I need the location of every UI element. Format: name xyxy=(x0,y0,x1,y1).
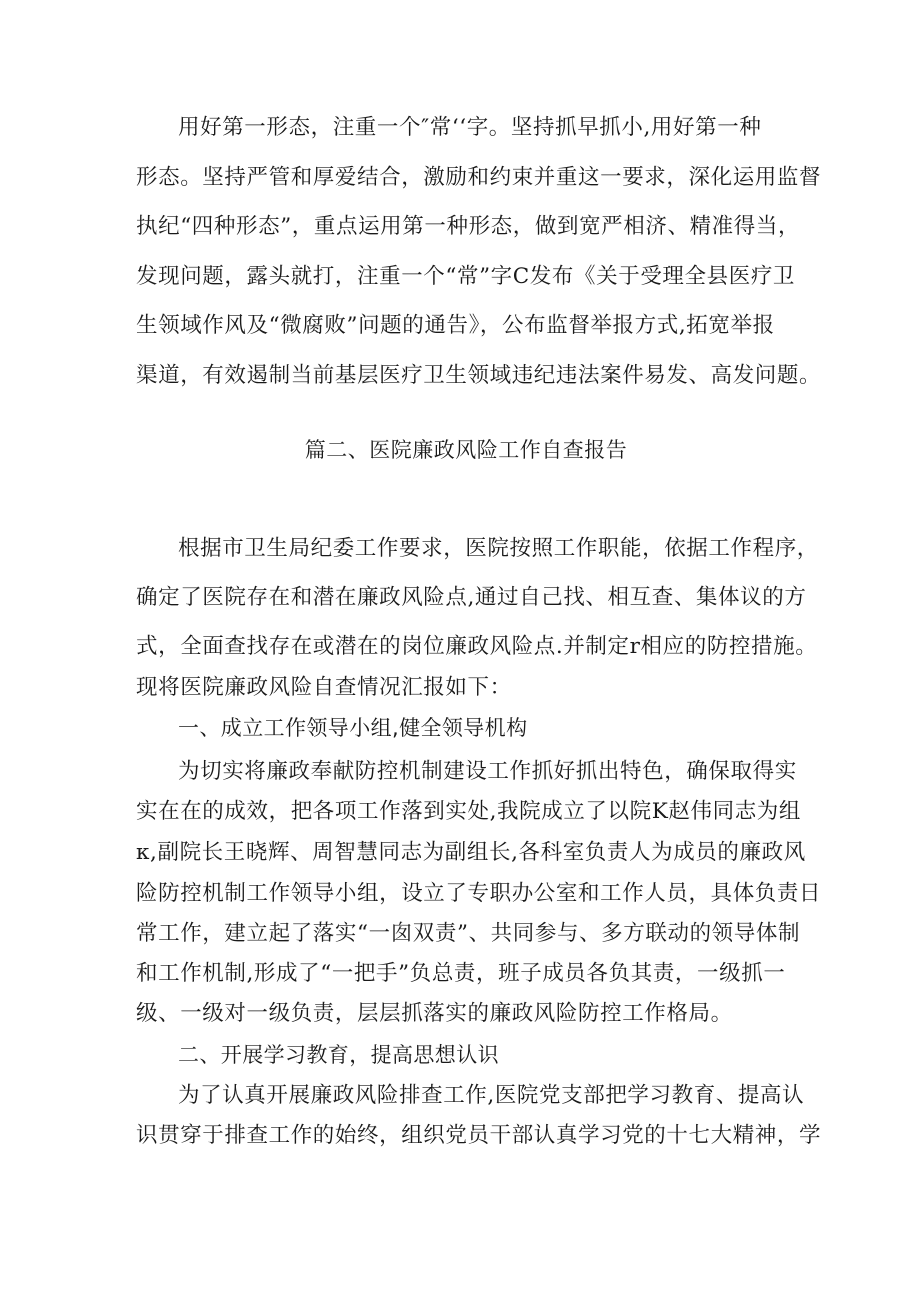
body-text-line: 为了认真开展廉政风险排查工作,医院党支部把学习教育、提高认 xyxy=(178,1083,805,1108)
body-text-line: 确定了医院存在和潜在廉政风险点,通过自己找、相互查、集体议的方 xyxy=(136,585,807,610)
body-text-line: 形态。坚持严管和厚爱结合，激励和约束并重这一要求，深化运用监督 xyxy=(136,165,822,190)
article-title: 篇二、医院廉政风险工作自查报告 xyxy=(304,438,628,462)
body-text-line: 险防控机制工作领导小组，设立了专职办公室和工作人员，具体负责日 xyxy=(136,881,822,906)
section-heading: 二、开展学习教育，提高思想认识 xyxy=(178,1043,499,1067)
body-text-line: 式，全面查找存在或潜在的岗位廉政风险点.并制定r相应的防控措施。 xyxy=(136,634,818,659)
body-text-line: 和工作机制,形成了“一把手”负总责，班子成员各负其责，一级抓一 xyxy=(136,961,786,986)
body-text-line: 实在在的成效，把各项工作落到实处,我院成立了以院K赵伟同志为组 xyxy=(136,799,801,824)
body-text-line: 执纪“四种形态”，重点运用第一种形态，做到宽严相济、精准得当， xyxy=(136,214,801,239)
body-text-line: 渠道，有效遏制当前基层医疗卫生领域违纪违法案件易发、高发问题。 xyxy=(136,363,822,388)
body-text-line: 发现问题，露头就打，注重一个“常”字C发布《关于受理全县医疗卫 xyxy=(136,264,796,289)
body-text-line: 为切实将廉政奉献防控机制建设工作抓好抓出特色，确保取得实 xyxy=(178,759,797,784)
section-heading: 一、成立工作领导小组,健全领导机构 xyxy=(178,716,528,740)
body-text-line: 常工作，建立起了落实“一囱双责”、共同参与、多方联动的领导体制 xyxy=(136,921,801,946)
body-text-line: κ,副院长王晓辉、周智慧同志为副组长,各科室负责人为成员的廉政风 xyxy=(136,840,806,865)
body-text-line: 生领域作风及“微腐败”问题的通告》，公布监督举报方式,拓宽举报 xyxy=(136,313,775,338)
body-text-line: 识贯穿于排查工作的始终，组织党员干部认真学习党的十七大精神，学 xyxy=(136,1123,822,1148)
body-text-line: 根据市卫生局纪委工作要求，医院按照工作职能，依据工作程序， xyxy=(178,536,819,561)
body-text-line: 现将医院廉政风险自查情况汇报如下： xyxy=(136,675,512,700)
body-text-line: 用好第一形态，注重一个″常‘‘字。坚持抓早抓小,用好第一种 xyxy=(178,115,762,140)
body-text-line: 级、一级对一级负责，层层抓落实的廉政风险防控工作格局。 xyxy=(136,1001,733,1026)
